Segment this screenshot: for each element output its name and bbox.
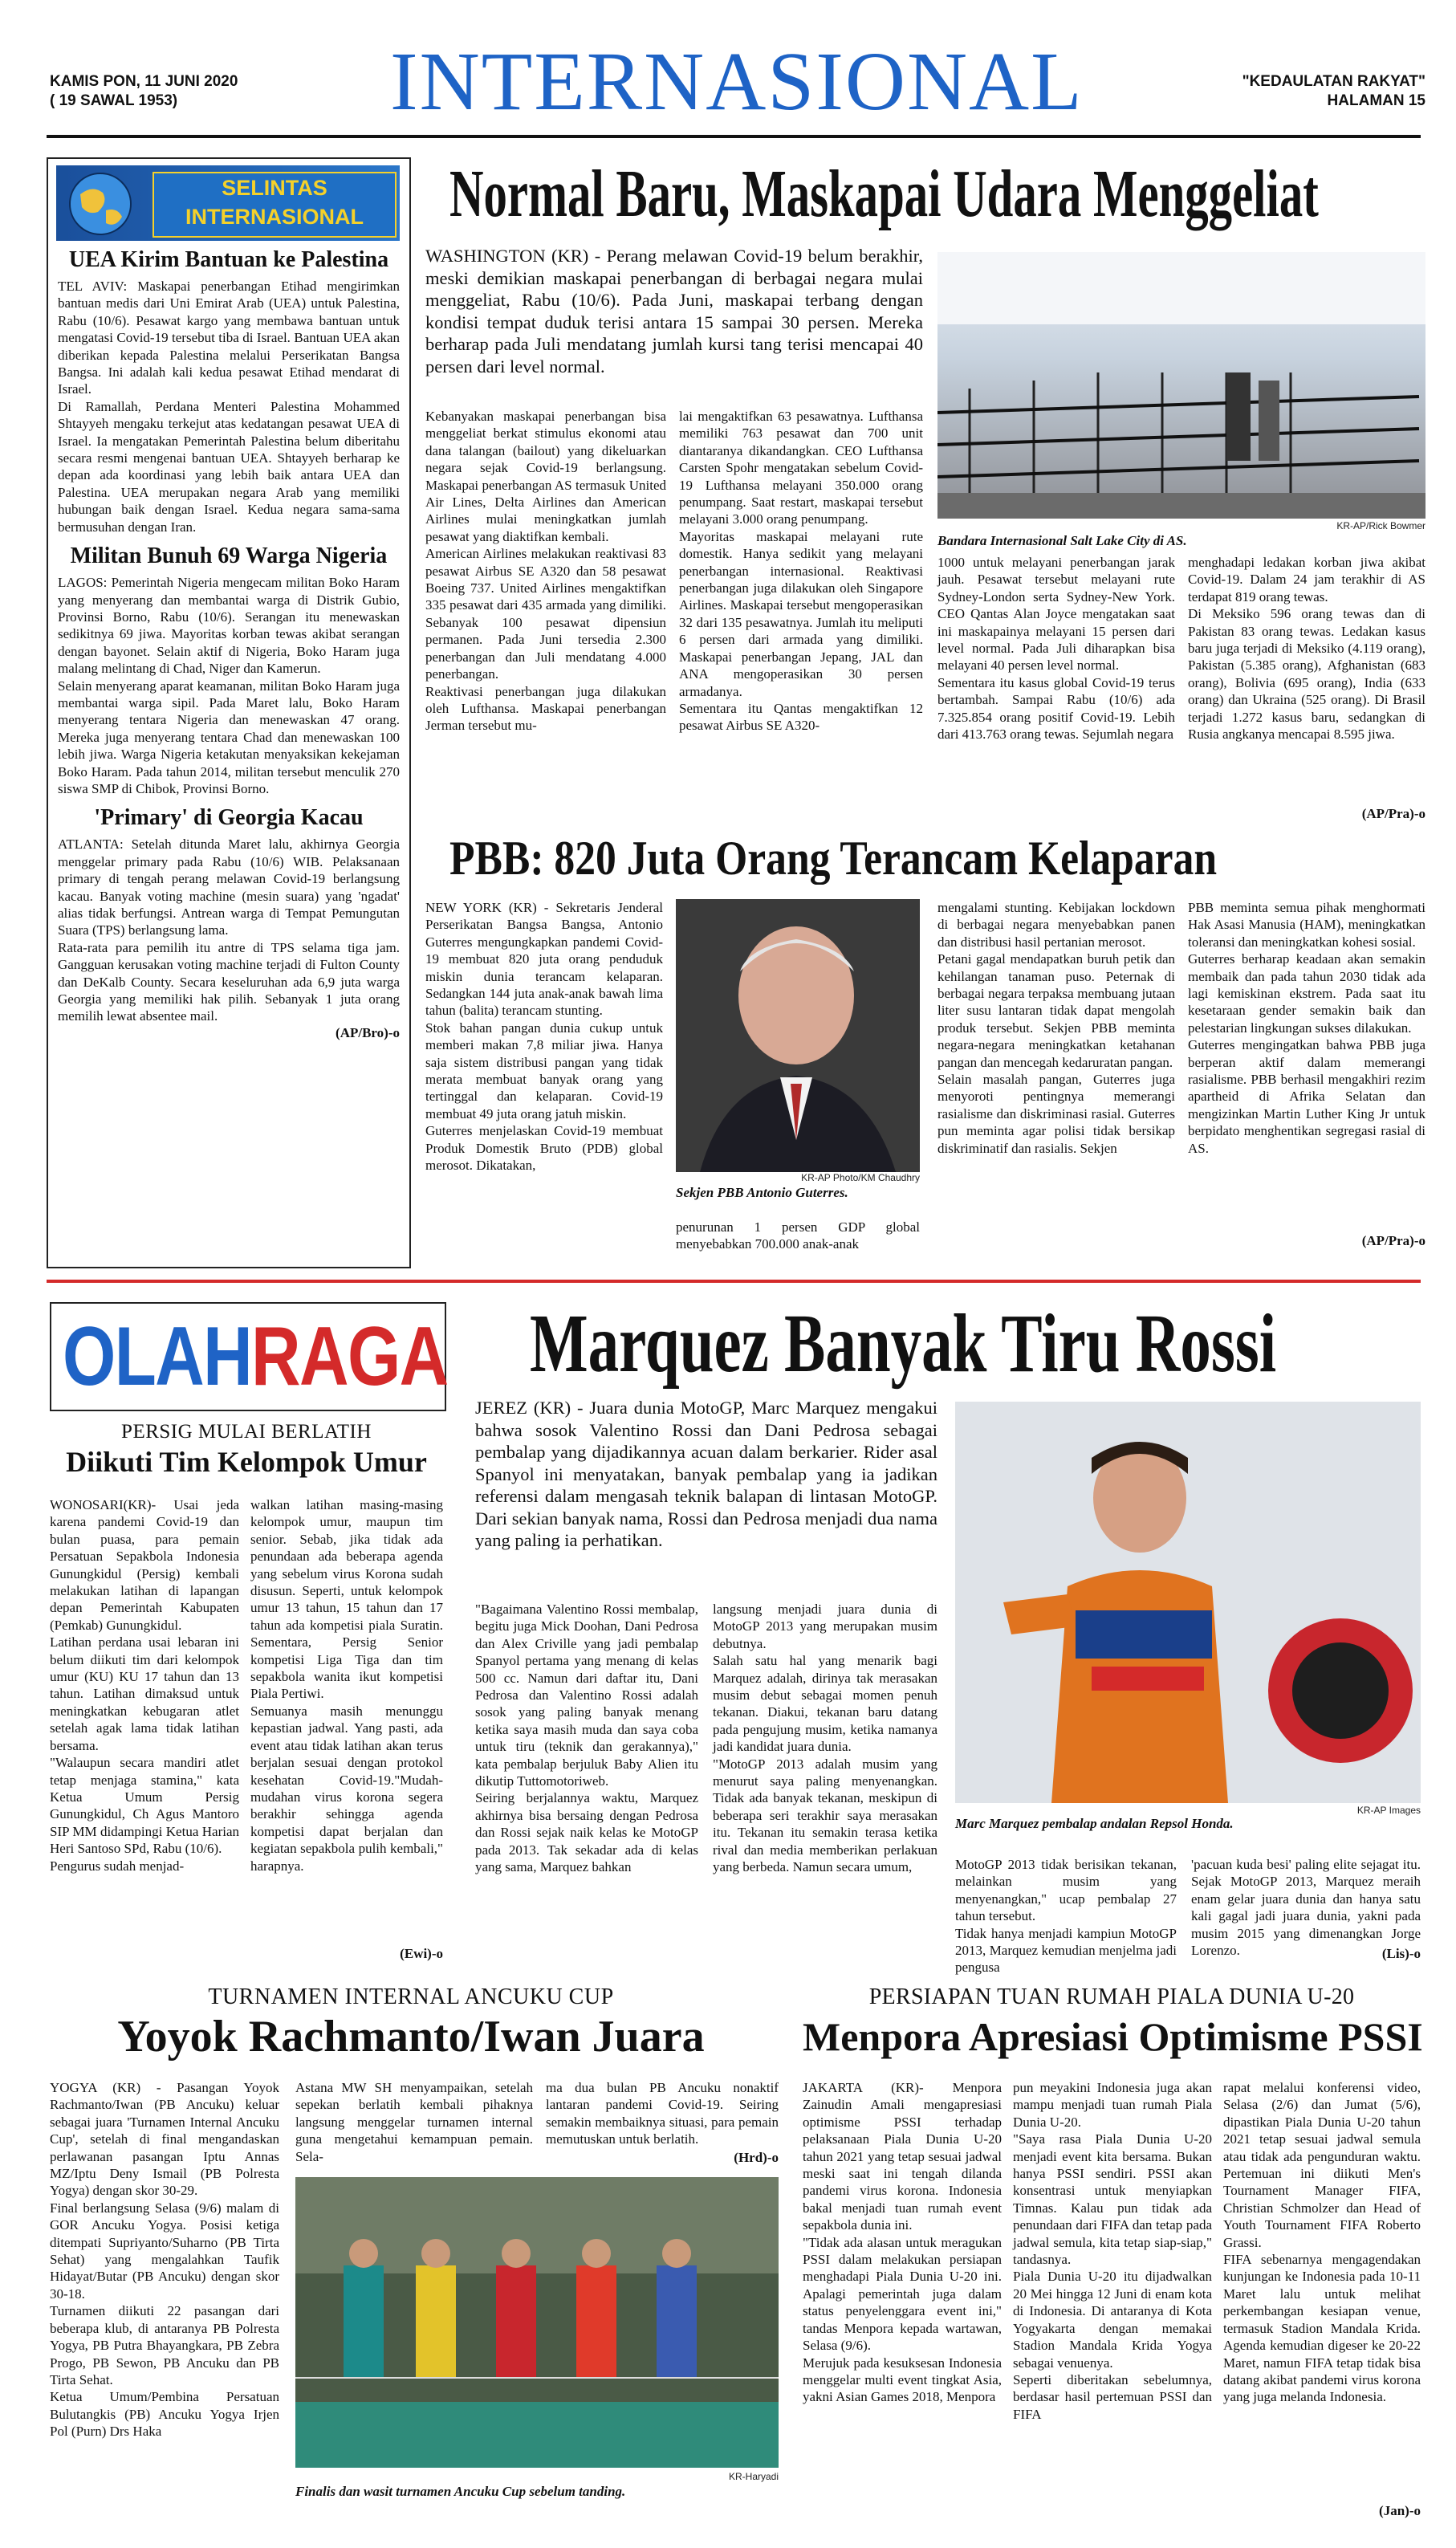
story1-col3: 1000 untuk melayani penerbangan jarak jauh. Pesawat tersebut melayani rute Sydney-London serta Sydney-New York. CEO Qantas Alan Joyce mengatakan saat ini maskapainya melayani 15 persen dari level normal. Pada Juli diharapkan bisa melayani 40 persen level normal. Sementara itu kasus global Covid-19 terus bertambah. Sampai Rabu (10/6) ada 7.325.854 orang positif Covid-19. Lebih dari 413.763 orang tewas. Sejumlah negara — [937, 555, 1175, 743]
story1-signature: (AP/Pra)-o — [1361, 806, 1425, 821]
story2-col1: NEW YORK (KR) - Sekretaris Jenderal Perserikatan Bangsa Bangsa, Antonio Guterres mengungkapkan pandemi Covid-19 membuat 820 juta orang penduduk miskin dunia terancam kelaparan. Sedangkan 144 juta anak-anak bawah lima tahun (balita) terancam stunting. Stok bahan pangan dunia cukup untuk memberi makan 7,8 miliar jiwa. Hanya saja sistem distribusi pangan yang tidak merata membuat banyak orang yang tertinggal dan kelaparan. Covid-19 membuat 49 juta orang jatuh miskin. Guterres menjelaskan Covid-19 membuat Produk Domestik Bruto (PDB) global merosot. Dikatakan, — [425, 900, 663, 1174]
selintas-headline-2: Militan Bunuh 69 Warga Nigeria — [70, 543, 388, 569]
ancuku-col2: Astana MW SH menyampaikan, setelah sepekan berlatih kembali pihaknya langsung menggelar turnamen internal guna mengetahui kemampuan pemain. Sela- — [295, 2080, 533, 2164]
story2-col2: penurunan 1 persen GDP global menyebabkan 700.000 anak-anak — [676, 1219, 920, 1252]
olahraga-wordmark-ola: OLAH — [63, 1310, 252, 1403]
selintas-box — [47, 157, 411, 1268]
date-javanese: ( 19 SAWAL 1953) — [50, 92, 178, 109]
story3-col1: "Bagaimana Valentino Rossi membalap, begitu juga Mick Doohan, Dani Pedrosa dan Alex Criville yang jadi pembalap Spanyol pertama yang menang di kelas 500 cc. Namun dari daftar itu, Dani Pedrosa dan Valentino Rossi adalah sosok yang paling banyak menang ketika saya masih muda dan saya coba untuk tiru (teknik dan gerakannya)," kata pembalap berjuluk Baby Alien itu dikutip Tuttomotoriweb. Seiring berjalannya waktu, Marquez akhirnya bisa bersaing dengan Pedrosa dan Rossi sejak naik kelas ke MotoGP pada 2013. Tak sekadar ada di kelas yang sama, Marquez bahkan — [475, 1602, 698, 1875]
date-gregorian: KAMIS PON, 11 JUNI 2020 — [50, 73, 238, 90]
persig-col1: WONOSARI(KR)- Usai jeda karena pandemi Covid-19 dan bulan puasa, para pemain Persatuan Sepakbola Indonesia Gunungkidul (Persig) kembali melakukan latihan di lapangan depan Pemerintah Kabupaten (Pemkab) Gunungkidul. Latihan perdana usai lebaran ini belum diikuti tim dari kelompok umur (KU) KU 17 tahun dan 13 tahun. Latihan dimaksud untuk meningkatkan kebugaran atlet setelah agak lama tidak latihan bersama. "Walaupun secara mandiri atlet tetap menjaga stamina," kata Ketua Umum Persig Gunungkidul, Ch Agus Mantoro SIP MM didampingi Ketua Harian Heri Santoso SPd, Rabu (10/6). Pengurus sudah menjad- — [50, 1497, 239, 1874]
selintas-signature: (AP/Bro)-o — [336, 1024, 400, 1040]
page-number: HALAMAN 15 — [1327, 92, 1425, 109]
ancuku-photo-credit: KR-Haryadi — [728, 2471, 779, 2482]
globe-icon — [64, 170, 136, 238]
selintas-headline-3: 'Primary' di Georgia Kacau — [94, 805, 364, 831]
marquez-photo — [955, 1402, 1421, 1803]
menpora-headline: Menpora Apresiasi Optimisme PSSI — [803, 2014, 1423, 2059]
ancuku-col3: ma dua bulan PB Ancuku nonaktif lantaran pandemi Covid-19. Seiring semakin membaiknya situasi, para pemain memutuskan untuk berlatih. — [546, 2080, 779, 2147]
menpora-kicker: PERSIAPAN TUAN RUMAH PIALA DUNIA U-20 — [868, 1984, 1355, 2009]
menpora-col3: rapat melalui konferensi video, Selasa (2/6) dan Jumat (5/6), dipastikan Piala Dunia U-20 tahun 2021 tetap sesuai jadwal semula atau tidak ada pengunduran waktu. Pertemuan ini diikuti Men's Tournament Manager FIFA, Christian Schmolzer dan Head of Youth Tournament FIFA Roberto Grassi. FIFA sebenarnya mengagendakan kunjungan ke Indonesia pada 10-11 Maret lalu untuk melihat perkembangan kesiapan venue, termasuk Stadion Mandala Krida. Agenda kemudian digeser ke 20-22 Maret, namun FIFA tetap tidak bisa datang akibat pandemi virus korona yang juga melanda Indonesia. — [1223, 2080, 1421, 2405]
selintas-title-line1: SELINTAS — [222, 176, 327, 200]
ancuku-kicker: TURNAMEN INTERNAL ANCUKU CUP — [208, 1984, 614, 2009]
selintas-title — [153, 172, 397, 238]
ancuku-col1: YOGYA (KR) - Pasangan Yoyok Rachmanto/Iwan (PB Ancuku) keluar sebagai juara 'Turnamen Internal Ancuku Cup', setelah di final mengandaskan perlawanan pasangan Iptu Annas MZ/Iptu Deny Ismail (PB Polresta Yogya) dengan skor 30-29. Final berlangsung Selasa (9/6) malam di GOR Ancuku Yogya. Posisi ketiga ditempati Supriyanto/Suharno (PB Tirta Sehat) yang mengalahkan Taufik Hidayat/Butar (PB Ancuku) dengan skor 30-18. Turnamen diikuti 22 pasangan dari beberapa klub, di antaranya PB Polresta Yogya, PB Putra Bhayangkara, PB Zebra Progo, PB Sewon, PB Ancuku dan PB Tirta Sehat. Ketua Umum/Pembina Persatuan Bulutangkis (PB) Ancuku Yogya Irjen Pol (Purn) Drs Haka — [50, 2080, 279, 2440]
story1-photo-credit: KR-AP/Rick Bowmer — [1336, 520, 1425, 531]
guterres-photo-illustration — [676, 899, 920, 1172]
story1-col4: menghadapi ledakan korban jiwa akibat Covid-19. Dalam 24 jam terakhir di AS terdapat 819 orang tewas. Di Meksiko 596 orang tewas dan di Pakistan 83 orang tewas. Ledakan kasus baru juga terjadi di Meksiko (4.119 orang), Pakistan (5.385 orang), Afghanistan (683 orang), Bolivia (695 orang), India (633 orang) dan Ukraina (525 orang). Di Brasil terjadi 1.272 kasus baru, sedangkan di Rusia angkanya mencapai 8.595 jiwa. — [1188, 555, 1425, 743]
ancuku-photo-illustration — [295, 2177, 779, 2468]
ancuku-headline: Yoyok Rachmanto/Iwan Juara — [117, 2012, 705, 2062]
airport-photo — [937, 252, 1425, 519]
story2-photo-credit: KR-AP Photo/KM Chaudhry — [801, 1172, 920, 1183]
olahraga-logo — [50, 1302, 446, 1411]
marquez-photo-illustration — [955, 1402, 1421, 1803]
selintas-text-1: TEL AVIV: Maskapai penerbangan Etihad mengirimkan bantuan medis dari Uni Emirat Arab (UEA) untuk Palestina, Rabu (10/6). Pesawat kargo yang membawa bantuan untuk mengatasi Covid-19 tersebut tiba di Israel. Bantuan UEA akan diberikan kepada Palestina melalui Perserikatan Bangsa Bangsa. Ini adalah kali kedua pesawat Etihad mendarat di Israel. Di Ramallah, Perdana Menteri Palestina Mohammed Shtayyeh mengaku terkejut atas kedatangan pesawat UEA di Israel. Ia mengatakan Pemerintah Palestina belum diberitahu secara resmi mengenai bantuan UEA. Shtayyeh berharap ke depan ada koordinasi yang lebih baik antara UEA dan Palestina. UEA merupakan negara Arab yang memiliki hubungan baik dengan Israel. Kedua negara sama-sama bermusuhan dengan Iran. — [58, 279, 400, 535]
olahraga-wordmark-raga: RAGA — [251, 1310, 448, 1403]
story3-lead: JEREZ (KR) - Juara dunia MotoGP, Marc Marquez mengakui bahwa sosok Valentino Rossi dan Dani Pedrosa sebagai pembalap yang dijadikannya acuan dalam berkarier. Rider asal Spanyol ini menyatakan, banyak pembalap yang ia jadikan referensi dalam mengasah teknik balapan di lintasan MotoGP. Dari sekian banyak nama, Rossi dan Pedrosa menjadi dua nama yang paling ia perhatikan. — [475, 1398, 937, 1550]
selintas-title-line2: INTERNASIONAL — [185, 205, 364, 229]
persig-kicker: PERSIG MULAI BERLATIH — [121, 1421, 372, 1443]
paper-name: "KEDAULATAN RAKYAT" — [1242, 73, 1425, 90]
paper-info — [1242, 72, 1425, 111]
selintas-headline-1: UEA Kirim Bantuan ke Palestina — [68, 247, 389, 272]
menpora-col1: JAKARTA (KR)- Menpora Zainudin Amali mengapresiasi optimisme PSSI terhadap pelaksanaan Piala Dunia U-20 tahun 2021 yang tetap sesuai jadwal meski saat ini tengah dilanda pandemi virus korona. Indonesia bakal menjadi tuan rumah event sepakbola dunia ini. "Tidak ada alasan untuk meragukan PSSI dalam melakukan persiapan menghadapi Piala Dunia U-20 ini. Apalagi pemerintah juga dalam status penyelenggara event ini," tandas Menpora kepada wartawan, Selasa (9/6). Merujuk pada kesuksesan Indonesia menggelar multi event tingkat Asia, yakni Asian Games 2018, Menpora — [803, 2080, 1002, 2405]
story1-headline: Normal Baru, Maskapai Udara Menggeliat — [449, 157, 1319, 231]
ancuku-signature: (Hrd)-o — [734, 2150, 779, 2165]
story2-col3: mengalami stunting. Kebijakan lockdown di berbagai negara menyebabkan panen dan distribusi hasil pertanian merosot. Petani gagal mendapatkan buruh petik dan kehilangan tanaman puso. Peternak di berbagai negara terpaksa membuang jutaan liter susu lantaran tidak dapat mengolah produk tersebut. Sekjen PBB meminta negara-negara meningkatkan ketahanan pangan dan mencegah kedaruratan pangan. Selain masalah pangan, Guterres juga menyoroti pentingnya memerangi rasialisme dan diskriminasi rasial. Guterres pun meminta agar polisi tidak bersikap diskriminatif dan rasialis. Sekjen — [937, 900, 1175, 1156]
story2-col4: PBB meminta semua pihak menghormati Hak Asasi Manusia (HAM), meningkatkan toleransi dan meningkatkan kohesi sosial. Guterres berharap keadaan akan semakin membaik dan pada tahun 2030 tidak ada lagi kemiskinan ekstrem. Pada saat itu kesetaraan gender semakin baik dan pelestarian lingkungan sukses dilakukan. Guterres mengingatkan bahwa PBB juga berperan aktif dalam memerangi rasialisme. PBB berhasil mengakhiri rezim apartheid di Afrika Selatan dan mengizinkan Martin Luther King Jr untuk berpidato menghentikan segregasi rasial di AS. — [1188, 900, 1425, 1156]
menpora-col2: pun meyakini Indonesia juga akan mampu menjadi tuan rumah Piala Dunia U-20. "Saya rasa Piala Dunia U-20 menjadi event kita bersama. Bukan hanya PSSI sendiri. PSSI akan konsentrasi untuk menyiapkan Timnas. Kalau pun tidak ada penundaan dari FIFA dan tetap pada jadwal semula, kita tetap siap-siap," tandasnya. Piala Dunia U-20 itu dijadwalkan 20 Mei hingga 12 Juni di enam kota di Indonesia. Di antaranya di Kota Yogyakarta dengan memakai Stadion Mandala Krida Yogya sebagai venuenya. Seperti diberitakan sebelumnya, berdasar hasil pertemuan PSSI dan FIFA — [1013, 2080, 1212, 2422]
story2-signature: (AP/Pra)-o — [1361, 1233, 1425, 1248]
persig-signature: (Ewi)-o — [400, 1946, 443, 1961]
selintas-content — [58, 247, 400, 1041]
ancuku-photo — [295, 2177, 779, 2468]
story1-col1: Kebanyakan maskapai penerbangan bisa menggeliat berkat stimulus ekonomi atau dana talangan (bailout) yang dikeluarkan negara sejak Covid-19 berlangsung. Maskapai penerbangan AS termasuk United Air Lines, Delta Airlines dan American Airlines mulai meningkatkan jumlah pesawat yang diaktifkan kembali. American Airlines melakukan reaktivasi 83 pesawat Airbus SE A320 dan 58 pesawat Boeing 737. United Airlines mengaktifkan 335 pesawat dari 435 armada yang dimiliki. Sebanyak 100 pesawat dipensiun permanen. Pada Juni tersedia 2.300 penerbangan dan Juli mendatang 4.000 penerbangan. Reaktivasi penerbangan juga dilakukan oleh Lufthansa. Maskapai penerbangan Jerman tersebut mu- — [425, 409, 666, 734]
story3-col3: MotoGP 2013 tidak berisikan tekanan, melainkan musim yang menyenangkan," ucap pembalap 27 tahun tersebut. Tidak hanya menjadi kampiun MotoGP 2013, Marquez kemudian menjelma jadi pengusa — [955, 1857, 1177, 1976]
persig-headline: Diikuti Tim Kelompok Umur — [66, 1446, 427, 1478]
guterres-photo — [676, 899, 920, 1172]
selintas-text-2: LAGOS: Pemerintah Nigeria mengecam militan Boko Haram yang menyerang dan membantai warga di Distrik Gubio, Provinsi Borno, Rabu (10/6). Serangan itu menewaskan sedikitnya 69 jiwa. Mayoritas korban tewas akibat serangan dengan bayonet. Selain aktif di Nigeria, Boko Haram juga malang melintang di Chad, Niger dan Kamerun. Selain menyerang aparat keamanan, militan Boko Haram juga membantai warga sipil. Pada Maret lalu, Boko Haram menyerang tentara Nigeria dan menewaskan 47 orang. Mereka juga menyerang tentara Chad dan menewaskan 100 lebih jiwa. Warga Nigeria ketakutan menyaksikan kekejaman Boko Haram. Pada tahun 2014, militan tersebut menculik 270 siswa SMP di Chibok, Provinsi Borno. — [58, 575, 400, 796]
story2-headline: PBB: 820 Juta Orang Terancam Kelaparan — [449, 832, 1218, 885]
story1-caption: Bandara Internasional Salt Lake City di AS. — [937, 533, 1187, 548]
airport-photo-illustration — [937, 252, 1425, 519]
section-title: INTERNASIONAL — [390, 35, 1084, 128]
story1-col2: lai mengaktifkan 63 pesawatnya. Lufthansa memiliki 763 pesawat dan 700 unit diantaranya dikandangkan. CEO Lufthansa Carsten Spohr mengatakan sebelum Covid-19 Lufthansa melayani 350.000 orang penumpang. Saat restart, maskapai tersebut melayani 3.000 orang penumpang. Mayoritas maskapai melayani rute domestik. Hanya sedikit yang melayani penerbangan internasional. Reaktivasi penerbangan juga dilakukan oleh Singapore Airlines. Maskapai tersebut mengoperasikan 32 dari 135 pesawatnya. Jumlah itu meliputi 6 persen dari armada yang dimiliki. Maskapai penerbangan Jepang, JAL dan ANA mengoperasikan 30 persen armadanya. Sementara itu Qantas mengaktifkan 12 pesawat Airbus SE A320- — [679, 409, 923, 734]
menpora-signature: (Jan)-o — [1379, 2503, 1421, 2518]
story1-lead: WASHINGTON (KR) - Perang melawan Covid-19 belum berakhir, meski demikian maskapai penerbangan di berbagai negara mulai menggeliat, Rabu (10/6). Pada Juni, maskapai terbang dengan kondisi tempat duduk terisi antara 15 sampai 30 persen. Mereka berharap pada Juli mendatang jumlah kursi tang terisi mencapai 40 persen dari level normal. — [425, 246, 923, 377]
story3-caption: Marc Marquez pembalap andalan Repsol Honda. — [955, 1816, 1234, 1831]
section-divider — [47, 1280, 1421, 1283]
story3-photo-credit: KR-AP Images — [1356, 1805, 1421, 1816]
story3-headline: Marquez Banyak Tiru Rossi — [530, 1297, 1277, 1390]
story2-caption: Sekjen PBB Antonio Guterres. — [676, 1185, 848, 1200]
masthead-rule — [47, 135, 1421, 138]
persig-col2: walkan latihan masing-masing kelompok umur, maupun tim senior. Sebab, jika tidak ada penundaan ada beberapa agenda yang sebelum virus Korona sudah disusun. Seperti, untuk kelompok umur 13 tahun, 15 tahun dan 17 tahun ada kompetisi piala Suratin. Sementara, Persig Senior kompetisi Liga Tiga dan tim sepakbola wanita ikut kompetisi Piala Pertiwi. Semuanya masih menunggu kepastian jadwal. Yang pasti, ada event atau tidak latihan akan terus berjalan sesuai dengan protokol kesehatan Covid-19."Mudah-mudahan virus korona segera berakhir sehingga agenda kompetisi dapat berjalan dan kegiatan sepakbola pulih kembali," harapnya. — [250, 1497, 443, 1874]
story3-col4: 'pacuan kuda besi' paling elite sejagat itu. Sejak MotoGP 2013, Marquez meraih enam gelar juara dunia dan hanya satu kali gagal jadi juara dunia, yakni pada musim 2015 yang dimenangkan Jorge Lorenzo. — [1191, 1857, 1421, 1959]
date-line — [50, 72, 238, 111]
olahraga-wordmark — [63, 1309, 448, 1405]
story3-signature: (Lis)-o — [1381, 1946, 1421, 1961]
selintas-logo — [56, 165, 400, 241]
selintas-text-3: ATLANTA: Setelah ditunda Maret lalu, akhirnya Georgia menggelar primary pada Rabu (10/6) WIB. Pelaksanaan primary di tengah perang melawan Covid-19 berlangsung kacau. Banyak voting machine (mesin suara) yang 'ngadat' alias tidak berfungsi. Antrean warga di Tempat Pemungutan Suara (TPS) berlangsung lama. Rata-rata para pemilih itu antre di TPS selama tiga jam. Gangguan kerusakan voting machine terjadi di Fulton County dan DeKalb County. Secara keseluruhan ada 6,9 juta warga Georgia yang memiliki hak pilih. Sebanyak 1 juta orang memilih lewat absentee mail. — [58, 836, 400, 1024]
story3-col2: langsung menjadi juara dunia di MotoGP 2013 yang merupakan musim debutnya. Salah satu hal yang menarik bagi Marquez adalah, dirinya tak merasakan musim debut sebagai momen penuh tekanan. Diakui, tekanan baru datang pada pengujung musim, ketika namanya jadi kandidat juara dunia. "MotoGP 2013 adalah musim yang menurut saya paling menyenangkan. Tidak ada banyak tekanan, meskipun di beberapa seri terakhir saya merasakan itu. Tekanan itu semakin terasa ketika rival dan media memberikan perlakuan yang berbeda. Namun secara umum, — [713, 1602, 937, 1875]
ancuku-caption: Finalis dan wasit turnamen Ancuku Cup sebelum tanding. — [295, 2484, 626, 2499]
